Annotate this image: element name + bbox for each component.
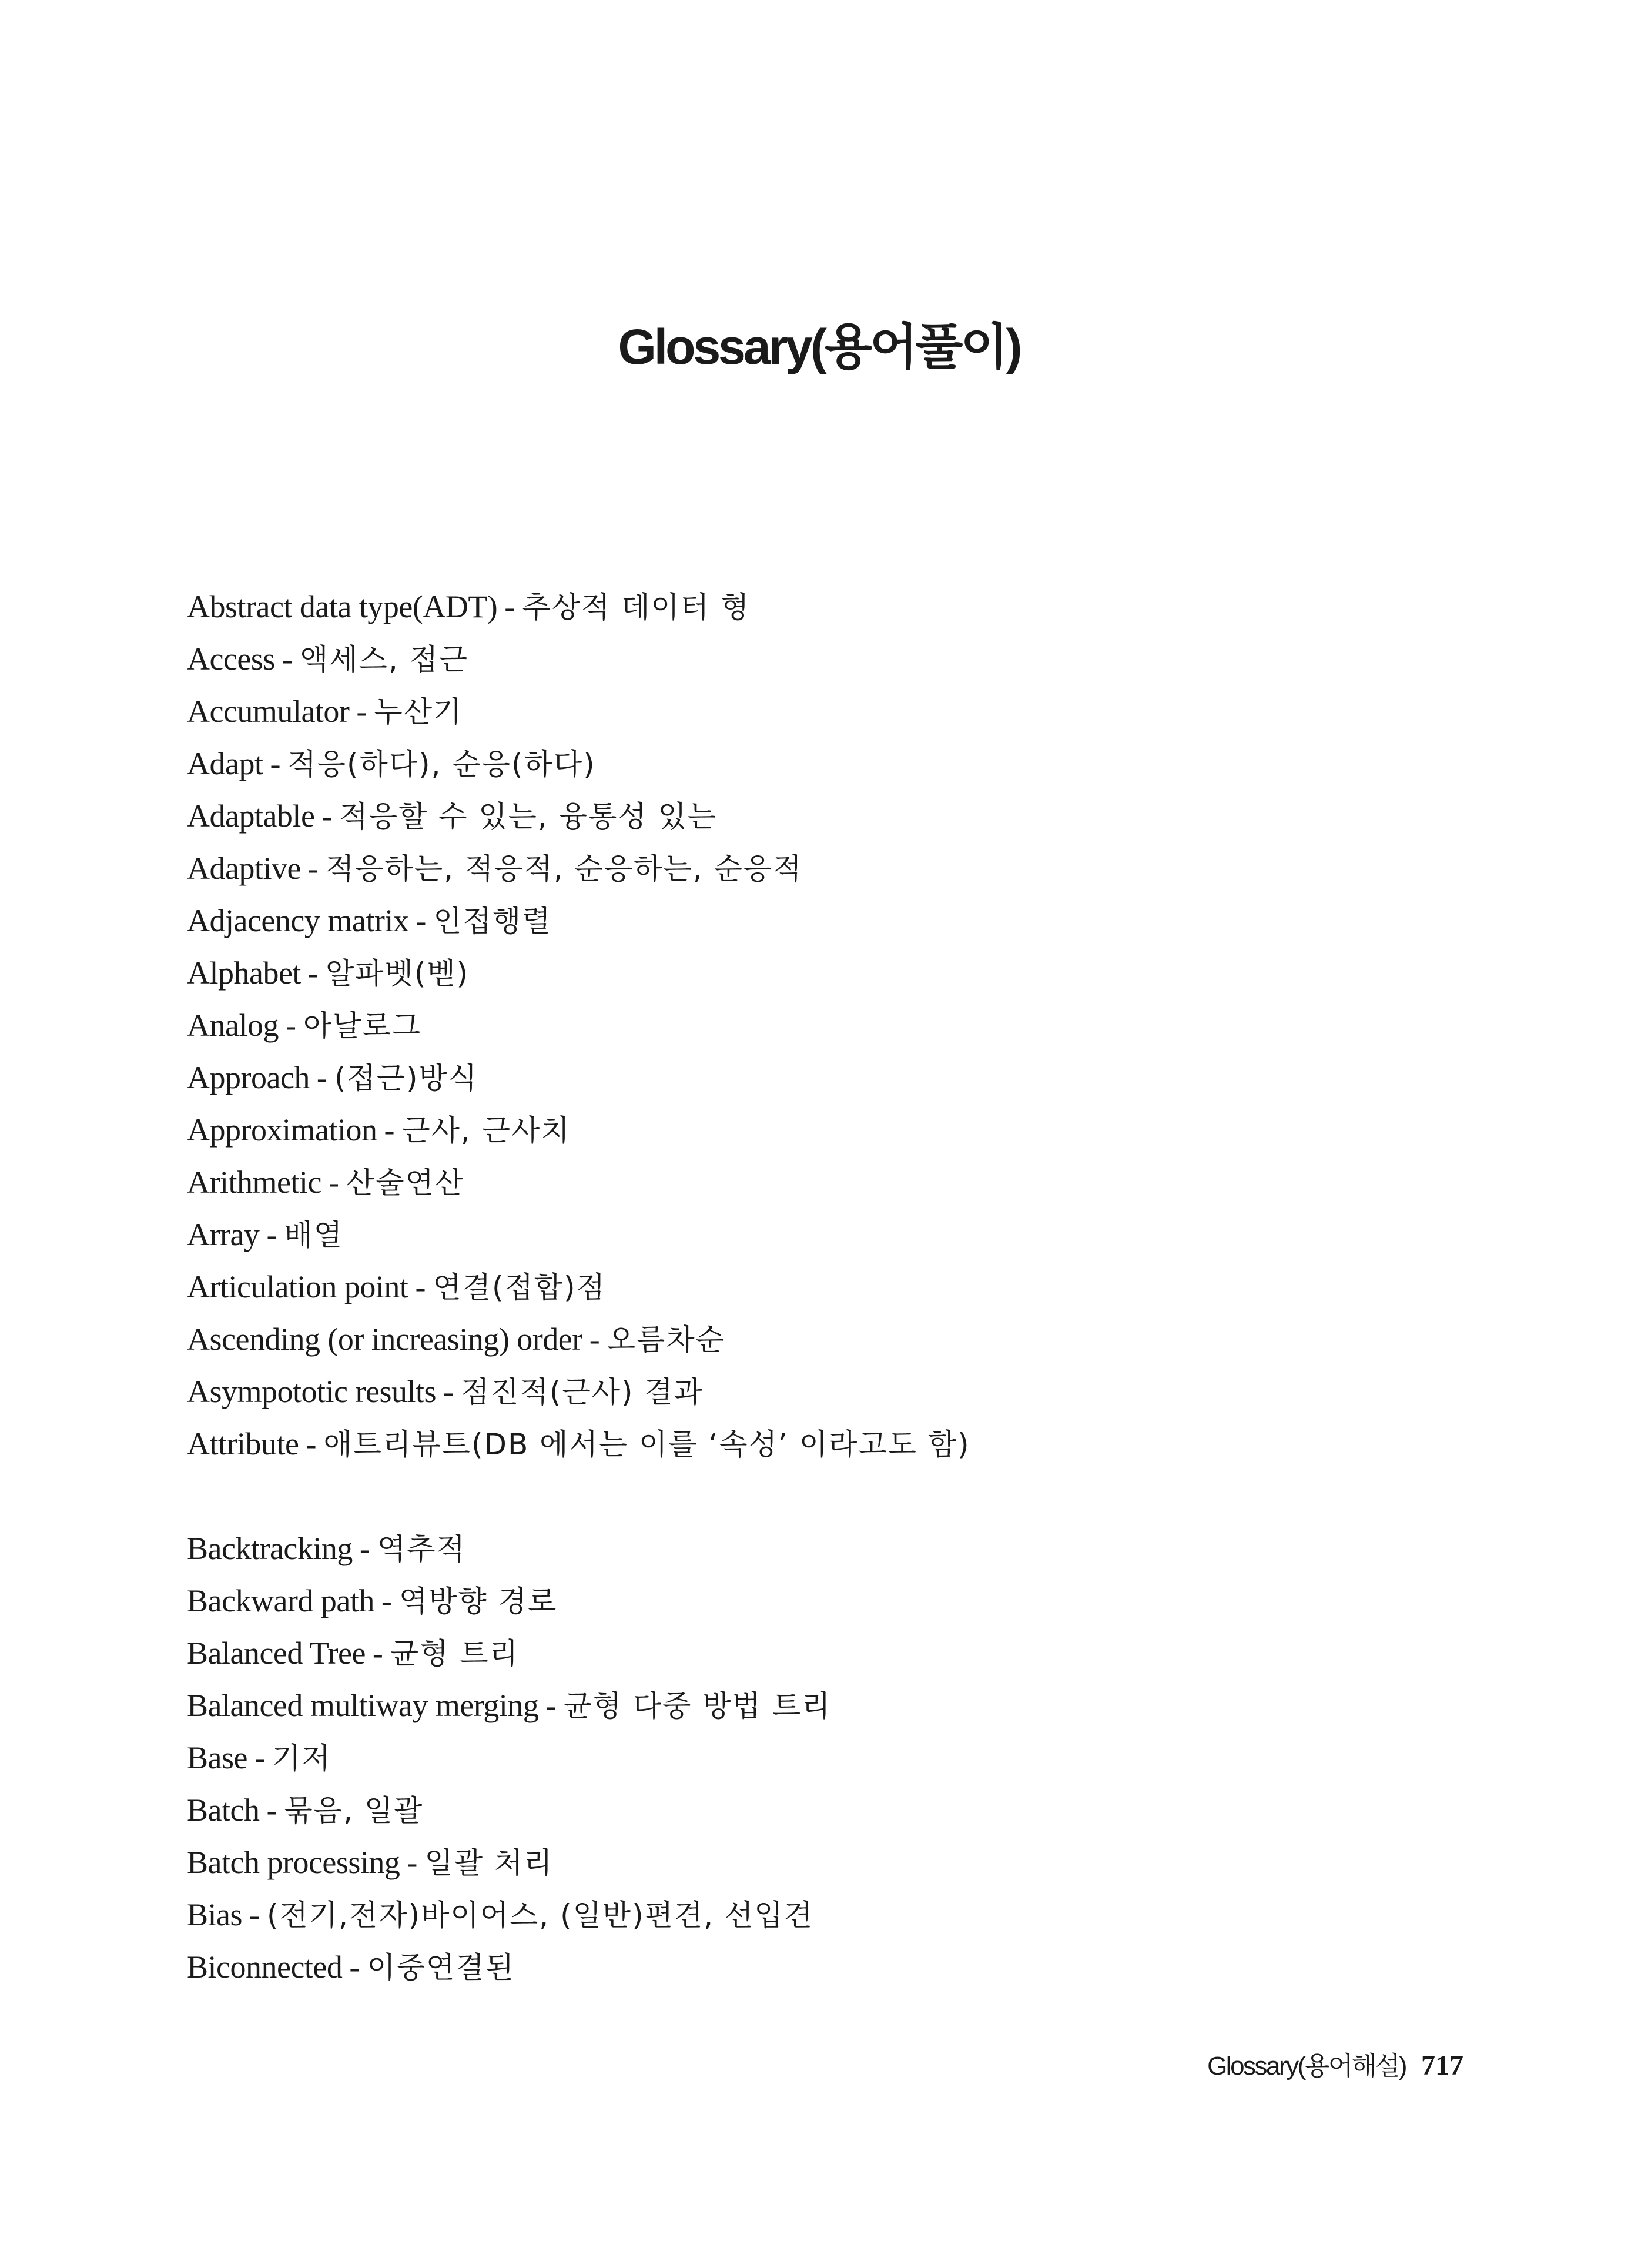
- glossary-term: Batch processing: [187, 1845, 400, 1880]
- page-number: 717: [1421, 2050, 1463, 2081]
- term-separator: -: [266, 1217, 277, 1252]
- glossary-entry: [187, 1941, 1480, 1993]
- term-separator: -: [372, 1635, 383, 1671]
- glossary-section: [187, 581, 1480, 1470]
- term-separator: -: [321, 798, 333, 834]
- term-separator: -: [328, 1165, 339, 1200]
- glossary-entry: [187, 1313, 1480, 1366]
- glossary-term: Adapt: [187, 746, 263, 781]
- term-separator: -: [285, 1008, 296, 1043]
- glossary-term: Ascending (or increasing) order: [187, 1322, 582, 1357]
- glossary-entry: [187, 1156, 1480, 1209]
- term-separator: -: [504, 589, 515, 624]
- glossary-entry: [187, 947, 1480, 999]
- glossary-entry: [187, 1889, 1480, 1941]
- glossary-meaning: 산술연산: [346, 1166, 465, 1200]
- glossary-entry: [187, 1732, 1480, 1784]
- term-separator: -: [307, 851, 319, 886]
- term-separator: -: [266, 1792, 277, 1828]
- glossary-term: Bias: [187, 1897, 243, 1932]
- glossary-entry: [187, 685, 1480, 738]
- glossary-entry: [187, 1784, 1480, 1837]
- glossary-entry: [187, 1837, 1480, 1889]
- glossary-meaning: 균형 다중 방법 트리: [563, 1689, 832, 1723]
- glossary-entry: [187, 738, 1480, 790]
- glossary-term: Alphabet: [187, 955, 301, 991]
- glossary-entry: [187, 1418, 1480, 1470]
- glossary-meaning: 인접행렬: [433, 904, 552, 938]
- term-separator: -: [356, 694, 367, 729]
- glossary-term: Analog: [187, 1008, 279, 1043]
- glossary-meaning: 배열: [284, 1218, 344, 1252]
- glossary-meaning: 묶음, 일괄: [284, 1794, 424, 1828]
- term-separator: -: [306, 1426, 317, 1461]
- term-separator: -: [249, 1897, 260, 1932]
- glossary-term: Balanced Tree: [187, 1635, 366, 1671]
- glossary-entry: [187, 1209, 1480, 1261]
- term-separator: -: [384, 1112, 395, 1148]
- term-separator: -: [359, 1531, 370, 1566]
- glossary-section: [187, 1523, 1480, 1993]
- term-separator: -: [589, 1322, 600, 1357]
- glossary-term: Arithmetic: [187, 1165, 321, 1200]
- glossary-term: Biconnected: [187, 1949, 343, 1985]
- glossary-entry: [187, 1261, 1480, 1313]
- glossary-term: Accumulator: [187, 694, 350, 729]
- glossary-meaning: 적응하는, 적응적, 순응하는, 순응적: [325, 852, 803, 886]
- glossary-entry: [187, 1366, 1480, 1418]
- glossary-meaning: 추상적 데이터 형: [522, 590, 751, 624]
- term-separator: -: [416, 903, 427, 938]
- term-separator: -: [545, 1688, 557, 1723]
- term-separator: -: [316, 1060, 327, 1095]
- glossary-term: Articulation point: [187, 1269, 408, 1304]
- glossary-entry: [187, 1680, 1480, 1732]
- term-separator: -: [415, 1269, 426, 1304]
- glossary-term: Approximation: [187, 1112, 377, 1148]
- glossary-entry: [187, 1104, 1480, 1156]
- glossary-term: Approach: [187, 1060, 310, 1095]
- glossary-term: Adaptive: [187, 851, 301, 886]
- glossary-entry: [187, 999, 1480, 1052]
- footer-label: Glossary(용어해설): [1207, 2052, 1406, 2080]
- glossary-meaning: 이중연결된: [367, 1951, 515, 1985]
- glossary-entry: [187, 1575, 1480, 1627]
- glossary-meaning: 누산기: [374, 695, 463, 729]
- glossary-term: Attribute: [187, 1426, 299, 1461]
- glossary-entry: [187, 1052, 1480, 1104]
- glossary-meaning: 일괄 처리: [424, 1846, 554, 1880]
- glossary-entry: [187, 895, 1480, 947]
- glossary-entry: [187, 790, 1480, 842]
- term-separator: -: [443, 1374, 454, 1409]
- glossary-meaning: 적응할 수 있는, 융통성 있는: [339, 800, 718, 834]
- glossary-meaning: 아날로그: [303, 1009, 422, 1043]
- glossary-meaning: 균형 트리: [390, 1637, 519, 1671]
- glossary-entry: [187, 633, 1480, 685]
- glossary-term: Asympototic results: [187, 1374, 436, 1409]
- glossary-term: Batch: [187, 1792, 260, 1828]
- glossary-term: Adjacency matrix: [187, 903, 409, 938]
- glossary-meaning: 애트리뷰트(DB 에서는 이를 ‘속성’ 이라고도 함): [323, 1427, 970, 1461]
- glossary-term: Array: [187, 1217, 260, 1252]
- glossary-term: Backward path: [187, 1583, 374, 1618]
- glossary-entry: [187, 1523, 1480, 1575]
- term-separator: -: [307, 955, 319, 991]
- glossary-meaning: (접근)방식: [334, 1061, 478, 1095]
- glossary-meaning: 점진적(근사) 결과: [460, 1375, 704, 1409]
- glossary-entry: [187, 1627, 1480, 1680]
- glossary-entry: [187, 842, 1480, 895]
- glossary-term: Base: [187, 1740, 247, 1775]
- term-separator: -: [254, 1740, 265, 1775]
- glossary-meaning: 액세스, 접근: [299, 643, 469, 677]
- glossary-list: [187, 581, 1480, 1993]
- term-separator: -: [349, 1949, 360, 1985]
- term-separator: -: [270, 746, 281, 781]
- glossary-meaning: 역방향 경로: [398, 1584, 558, 1618]
- glossary-term: Access: [187, 641, 275, 677]
- term-separator: -: [381, 1583, 392, 1618]
- glossary-term: Abstract data type(ADT): [187, 589, 498, 624]
- glossary-meaning: 기저: [272, 1741, 331, 1775]
- glossary-meaning: 적응(하다), 순응(하다): [287, 747, 596, 781]
- term-separator: -: [407, 1845, 418, 1880]
- glossary-term: Adaptable: [187, 798, 315, 834]
- glossary-entry: [187, 581, 1480, 633]
- page-title: Glossary(용어풀이): [618, 319, 1020, 375]
- glossary-meaning: 근사, 근사치: [401, 1113, 571, 1148]
- glossary-meaning: (전기,전자)바이어스, (일반)편견, 선입견: [267, 1898, 813, 1932]
- page-footer: [1207, 2052, 1463, 2080]
- glossary-term: Backtracking: [187, 1531, 353, 1566]
- glossary-term: Balanced multiway merging: [187, 1688, 539, 1723]
- term-separator: -: [282, 641, 293, 677]
- glossary-meaning: 알파벳(벧): [325, 956, 470, 991]
- glossary-meaning: 역추적: [377, 1532, 466, 1566]
- glossary-meaning: 연결(접합)점: [433, 1270, 606, 1304]
- glossary-meaning: 오름차순: [607, 1323, 725, 1357]
